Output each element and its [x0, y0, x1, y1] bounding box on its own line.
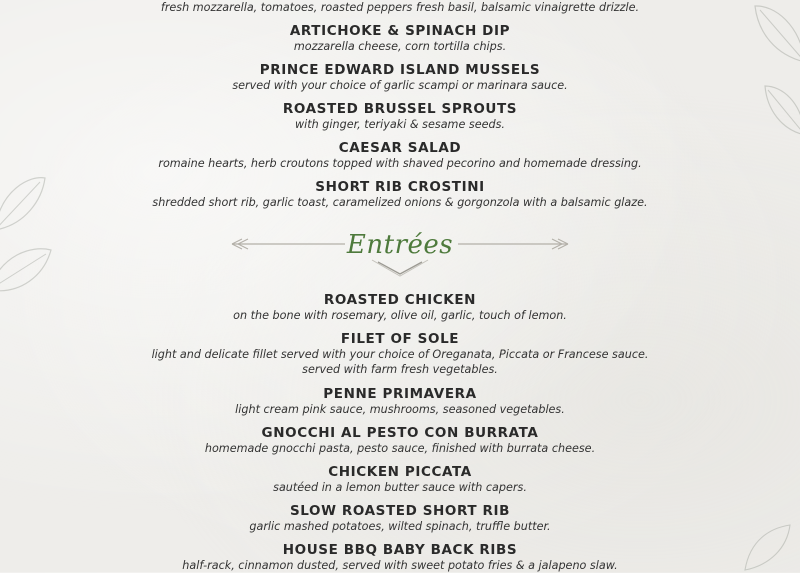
- menu-item-mussels: [0, 62, 800, 93]
- section-title-entrees: Entrées: [346, 230, 454, 260]
- menu-item-chicken-piccata: [0, 464, 800, 495]
- item-name: SLOW ROASTED SHORT RIB: [289, 503, 511, 519]
- item-name: ROASTED CHICKEN: [323, 292, 477, 308]
- item-description: romaine hearts, herb croutons topped with shaved pecorino and homemade dressing.: [158, 157, 642, 170]
- menu-item-filet-of-sole: [0, 331, 800, 377]
- item-name: PRINCE EDWARD ISLAND MUSSELS: [259, 62, 541, 78]
- item-name: CHICKEN PICCATA: [328, 464, 472, 480]
- item-name: CAESAR SALAD: [338, 140, 462, 156]
- item-description: light cream pink sauce, mushrooms, seasoned vegetables.: [235, 403, 565, 416]
- item-description: mozzarella cheese, corn tortilla chips.: [293, 40, 507, 53]
- menu-item-artichoke-dip: [0, 23, 800, 54]
- item-description: fresh mozzarella, tomatoes, roasted peppers fresh basil, balsamic vinaigrette drizzle.: [160, 1, 640, 14]
- item-name: ARTICHOKE & SPINACH DIP: [289, 23, 511, 39]
- item-description-secondary: served with farm fresh vegetables.: [302, 363, 498, 376]
- item-description: sautéed in a lemon butter sauce with capers.: [273, 481, 527, 494]
- menu-item-short-rib-crostini: [0, 179, 800, 210]
- item-description: garlic mashed potatoes, wilted spinach, truffle butter.: [249, 520, 551, 533]
- item-name: PENNE PRIMAVERA: [323, 386, 477, 402]
- item-description: light and delicate fillet served with your choice of Oreganata, Piccata or Francese sauce.: [151, 348, 649, 361]
- menu-item-gnocchi: [0, 425, 800, 456]
- menu-item-caesar-salad: [0, 140, 800, 171]
- item-name: FILET OF SOLE: [340, 331, 460, 347]
- item-name: HOUSE BBQ BABY BACK RIBS: [282, 542, 518, 558]
- item-name: SHORT RIB CROSTINI: [315, 179, 485, 195]
- item-name: ROASTED BRUSSEL SPROUTS: [282, 101, 518, 117]
- item-description: half-rack, cinnamon dusted, served with sweet potato fries & a jalapeno slaw.: [182, 559, 618, 572]
- menu-item-brussel-sprouts: [0, 101, 800, 132]
- menu-item-bbq-ribs: [0, 542, 800, 573]
- menu-item-short-rib: [0, 503, 800, 534]
- menu-item-penne-primavera: [0, 386, 800, 417]
- item-description: with ginger, teriyaki & sesame seeds.: [295, 118, 505, 131]
- item-description: served with your choice of garlic scampi or marinara sauce.: [232, 79, 568, 92]
- item-name: GNOCCHI AL PESTO CON BURRATA: [261, 425, 539, 441]
- item-description: on the bone with rosemary, olive oil, garlic, touch of lemon.: [233, 309, 567, 322]
- menu-item-roasted-chicken: [0, 292, 800, 323]
- menu-item-caprese: [0, 0, 800, 15]
- item-description: homemade gnocchi pasta, pesto sauce, finished with burrata cheese.: [204, 442, 596, 455]
- item-description: shredded short rib, garlic toast, caramelized onions & gorgonzola with a balsamic glaze.: [152, 196, 648, 209]
